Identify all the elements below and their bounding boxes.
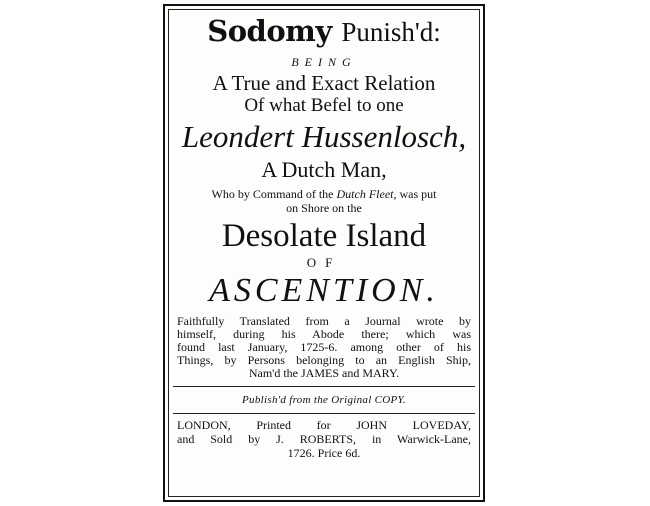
command-prefix: Who by Command of the: [211, 187, 334, 201]
paragraph-line: Nam'd the JAMES and MARY.: [248, 366, 400, 380]
main-title-rest: Punish'd:: [341, 17, 441, 47]
imprint-line: LONDON, Printed for JOHN LOVEDAY,: [177, 418, 471, 432]
published-line: Publish'd from the Original COPY.: [242, 394, 406, 406]
ascention-title: ASCENTION.: [209, 272, 439, 309]
of-line: OF: [306, 255, 342, 270]
person-name: Leondert Hussenlosch,: [181, 119, 467, 154]
paragraph-line: found last January, 1725-6. among other of his: [177, 340, 471, 354]
being-line: BEING: [291, 55, 357, 69]
paragraph-line: Things, by Persons belonging to an English Ship,: [177, 353, 471, 367]
nationality-line: A Dutch Man,: [261, 157, 387, 182]
main-title: [169, 14, 479, 49]
paragraph-line: himself, during his Abode there; which was: [177, 327, 471, 341]
imprint-line: 1726. Price 6d.: [287, 446, 361, 460]
relation-line-2: Of what Befel to one: [244, 95, 404, 116]
paragraph-line: Faithfully Translated from a Journal wrote by: [177, 314, 471, 328]
command-line: [169, 187, 479, 201]
shore-line: on Shore on the: [286, 201, 362, 215]
title-page-border: [168, 9, 480, 497]
imprint: [169, 418, 479, 460]
relation-line-1: A True and Exact Relation: [212, 71, 436, 95]
desolate-island: Desolate Island: [221, 218, 427, 254]
command-suffix: was put: [399, 187, 437, 201]
divider-bottom: [173, 413, 475, 414]
main-title-gothic: Sodomy: [207, 14, 332, 48]
description-paragraph: [169, 315, 479, 380]
command-italic: Dutch Fleet,: [336, 187, 397, 201]
divider-top: [173, 386, 475, 387]
title-page: [163, 4, 485, 502]
imprint-line: and Sold by J. ROBERTS, in Warwick-Lane,: [177, 432, 471, 446]
